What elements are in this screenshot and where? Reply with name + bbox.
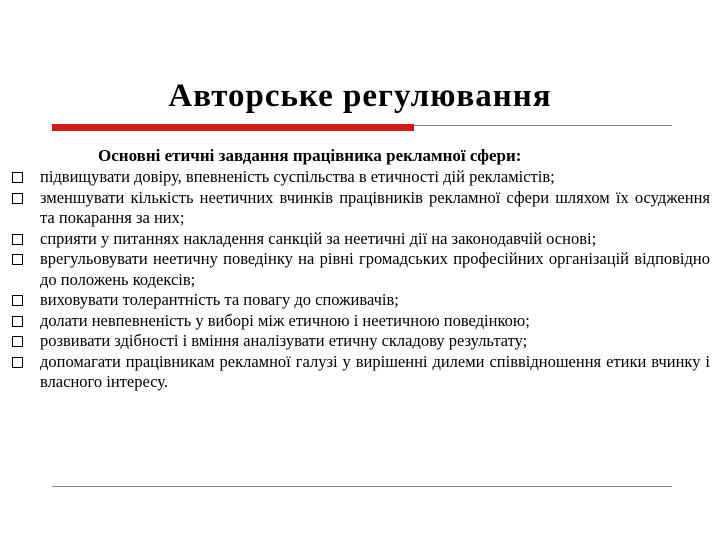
square-bullet-icon xyxy=(12,295,23,306)
list-item-text: розвивати здібності і вміння аналізувати етичну складову результату; xyxy=(40,331,528,350)
square-bullet-icon xyxy=(12,234,23,245)
list-item-text: долати невпевненість у виборі між етичною і неетичною поведінкою; xyxy=(40,310,530,330)
title-divider-accent xyxy=(52,124,414,131)
list-item xyxy=(10,352,710,393)
list-item xyxy=(10,188,710,229)
square-bullet-icon xyxy=(12,316,23,327)
square-bullet-icon xyxy=(12,254,23,265)
square-bullet-icon xyxy=(12,336,23,347)
list-item-text: підвищувати довіру, впевненість суспільства в етичності дій рекламістів; xyxy=(40,167,555,186)
list-item-text: допомагати працівникам рекламної галузі у вирішенні дилеми співвідношення етики вчинку і власного інтересу. xyxy=(40,351,710,391)
list-item xyxy=(10,290,710,311)
square-bullet-icon xyxy=(12,172,23,183)
list-item-text: виховувати толерантність та повагу до споживачів; xyxy=(40,290,399,309)
task-list xyxy=(10,167,710,393)
list-item-text: сприяти у питаннях накладення санкцій за неетичні дії на законодавчій основі; xyxy=(40,228,597,248)
list-item-text: врегульовувати неетичну поведінку на рівні громадських професійних організацій відповідно до положень кодексів; xyxy=(40,249,710,289)
slide-title: Авторське регулювання xyxy=(168,78,552,114)
list-item xyxy=(10,249,710,290)
list-item xyxy=(10,331,710,352)
list-item xyxy=(10,167,710,188)
footer-divider xyxy=(52,486,672,487)
square-bullet-icon xyxy=(12,357,23,368)
section-subtitle: Основні етичні завдання працівника рекламної сфери: xyxy=(98,146,522,165)
list-item xyxy=(10,311,710,332)
square-bullet-icon xyxy=(12,193,23,204)
list-item xyxy=(10,229,710,250)
list-item-text: зменшувати кількість неетичних вчинків працівників рекламної сфери шляхом їх осудження та покарання за них; xyxy=(40,187,710,227)
